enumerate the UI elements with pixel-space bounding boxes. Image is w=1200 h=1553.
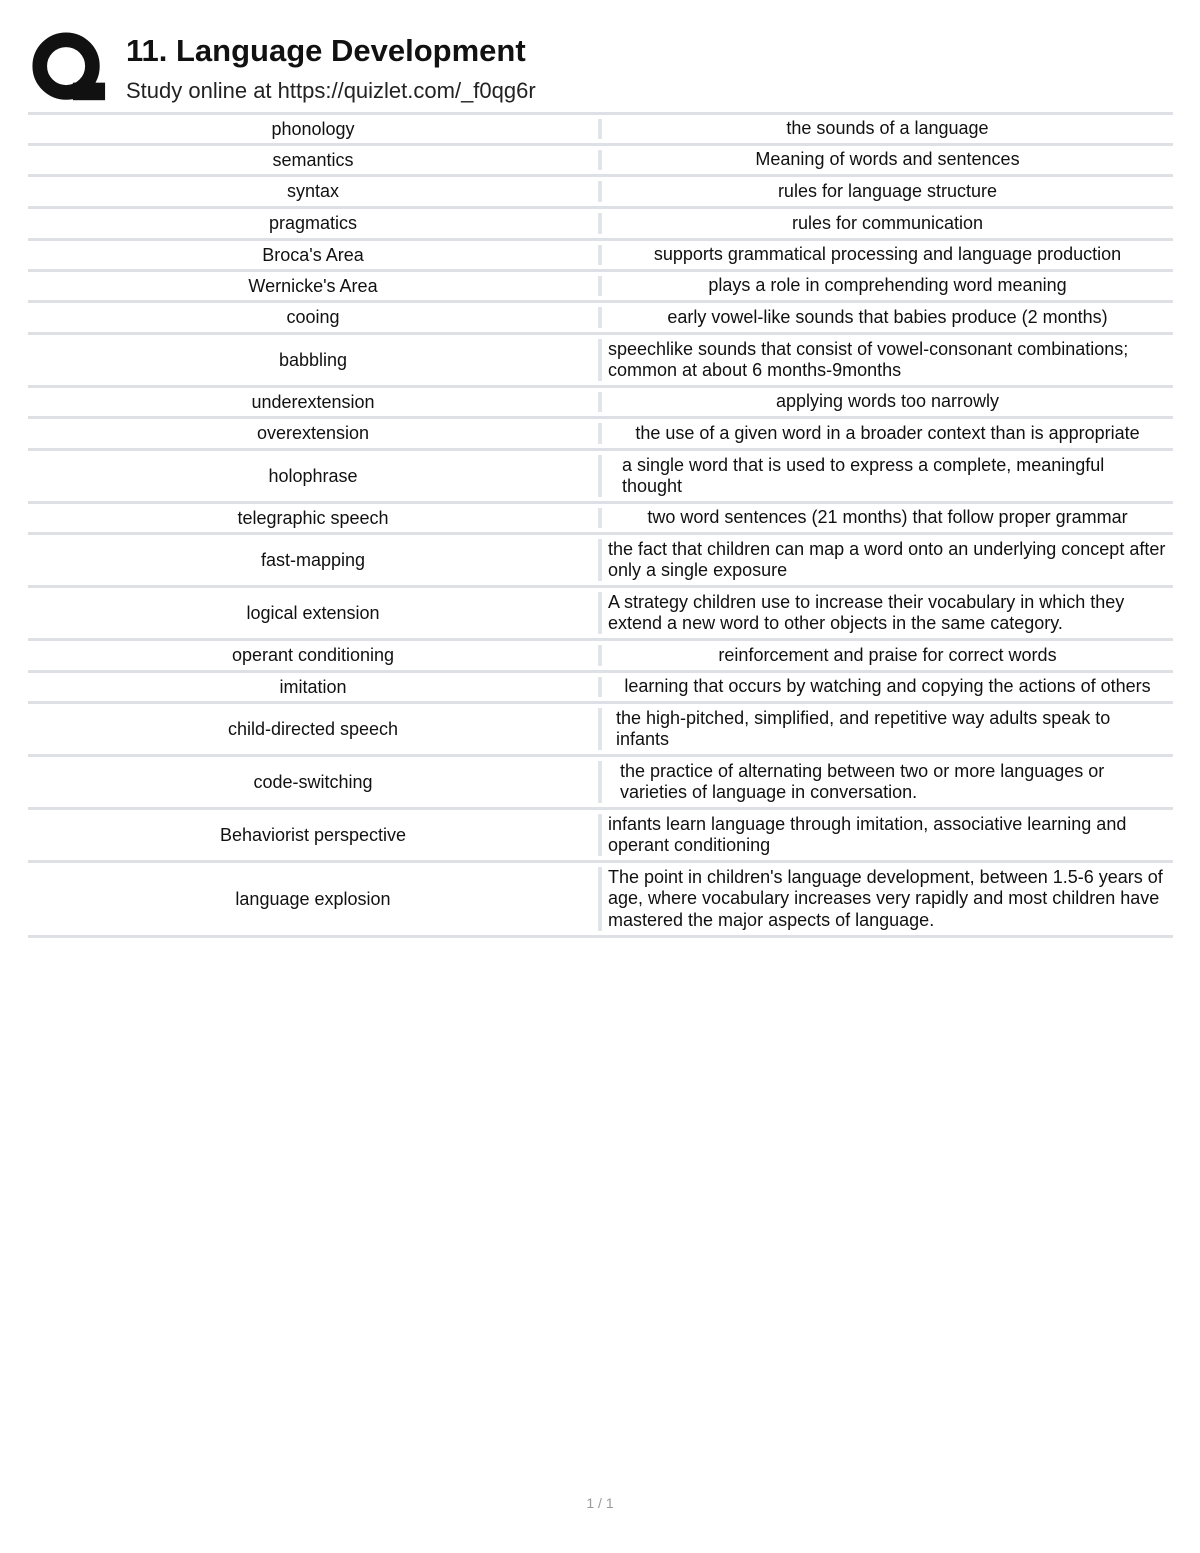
card-term: pragmatics [268, 213, 358, 233]
quizlet-logo-icon [30, 30, 108, 108]
card-definition: the use of a given word in a broader context than is appropriate [635, 422, 1140, 443]
card-definition: reinforcement and praise for correct words [718, 644, 1057, 665]
card-definition: the fact that children can map a word onto an underlying concept after only a single exposure [608, 538, 1166, 580]
card-definition: early vowel-like sounds that babies produce (2 months) [667, 306, 1108, 327]
card-row [28, 535, 1173, 588]
card-row [28, 641, 1173, 673]
flashcard-table [28, 112, 1173, 938]
card-term: holophrase [268, 465, 358, 486]
card-term: telegraphic speech [237, 507, 389, 528]
card-row [28, 272, 1173, 303]
card-row [28, 757, 1173, 810]
card-row [28, 504, 1173, 535]
card-row [28, 241, 1173, 272]
card-definition: rules for language structure [777, 180, 998, 201]
card-definition: a single word that is used to express a complete, meaningful thought [622, 454, 1105, 496]
page-number: 1 / 1 [586, 1495, 614, 1511]
card-row [28, 451, 1173, 504]
card-term: fast-mapping [260, 549, 366, 570]
card-term: babbling [278, 349, 348, 370]
card-definition: the high-pitched, simplified, and repetitive way adults speak to infants [616, 707, 1111, 749]
card-row [28, 177, 1173, 209]
page-title: 11. Language Development [126, 33, 526, 68]
card-row [28, 863, 1173, 938]
header [28, 28, 1178, 112]
card-term: overextension [256, 423, 370, 443]
card-row [28, 209, 1173, 241]
card-term: imitation [279, 676, 347, 697]
card-row [28, 810, 1173, 863]
card-row [28, 673, 1173, 704]
page-subtitle: Study online at https://quizlet.com/_f0qg6r [126, 78, 536, 103]
card-definition: rules for communication [791, 212, 984, 233]
card-term: operant conditioning [231, 645, 395, 665]
card-term: semantics [272, 149, 354, 170]
card-term: Broca's Area [262, 244, 364, 265]
card-row [28, 146, 1173, 177]
card-term: code-switching [253, 771, 373, 792]
card-definition: the sounds of a language [786, 118, 989, 139]
card-term: language explosion [235, 888, 391, 909]
card-definition: Meaning of words and sentences [755, 149, 1020, 170]
card-definition: plays a role in comprehending word meaning [708, 275, 1067, 296]
card-term: phonology [271, 118, 355, 139]
card-term: logical extension [246, 602, 380, 623]
card-row [28, 704, 1173, 757]
card-term: child-directed speech [227, 718, 399, 739]
card-term: Wernicke's Area [248, 275, 378, 296]
card-row [28, 303, 1173, 335]
card-row [28, 115, 1173, 146]
card-definition: The point in children's language development, between 1.5-6 years of age, where vocabulary increases very rapidly and most children have mastered the major aspects of language. [608, 866, 1163, 930]
card-term: Behaviorist perspective [219, 824, 407, 845]
card-term: cooing [286, 307, 340, 327]
card-definition: learning that occurs by watching and copying the actions of others [624, 676, 1151, 697]
card-term: underextension [251, 391, 375, 412]
card-term: syntax [286, 181, 340, 201]
card-definition: two word sentences (21 months) that follow proper grammar [647, 507, 1128, 528]
card-row [28, 388, 1173, 419]
card-definition: the practice of alternating between two or more languages or varieties of language in conversation. [620, 760, 1105, 802]
card-row [28, 588, 1173, 641]
card-definition: infants learn language through imitation, associative learning and operant conditioning [608, 813, 1127, 855]
card-row [28, 419, 1173, 451]
card-row [28, 335, 1173, 388]
card-definition: A strategy children use to increase their vocabulary in which they extend a new word to other objects in the same category. [608, 591, 1125, 633]
card-definition: applying words too narrowly [775, 391, 1000, 412]
card-definition: supports grammatical processing and language production [653, 244, 1122, 265]
card-definition: speechlike sounds that consist of vowel-consonant combinations; common at about 6 months-9months [608, 338, 1129, 380]
